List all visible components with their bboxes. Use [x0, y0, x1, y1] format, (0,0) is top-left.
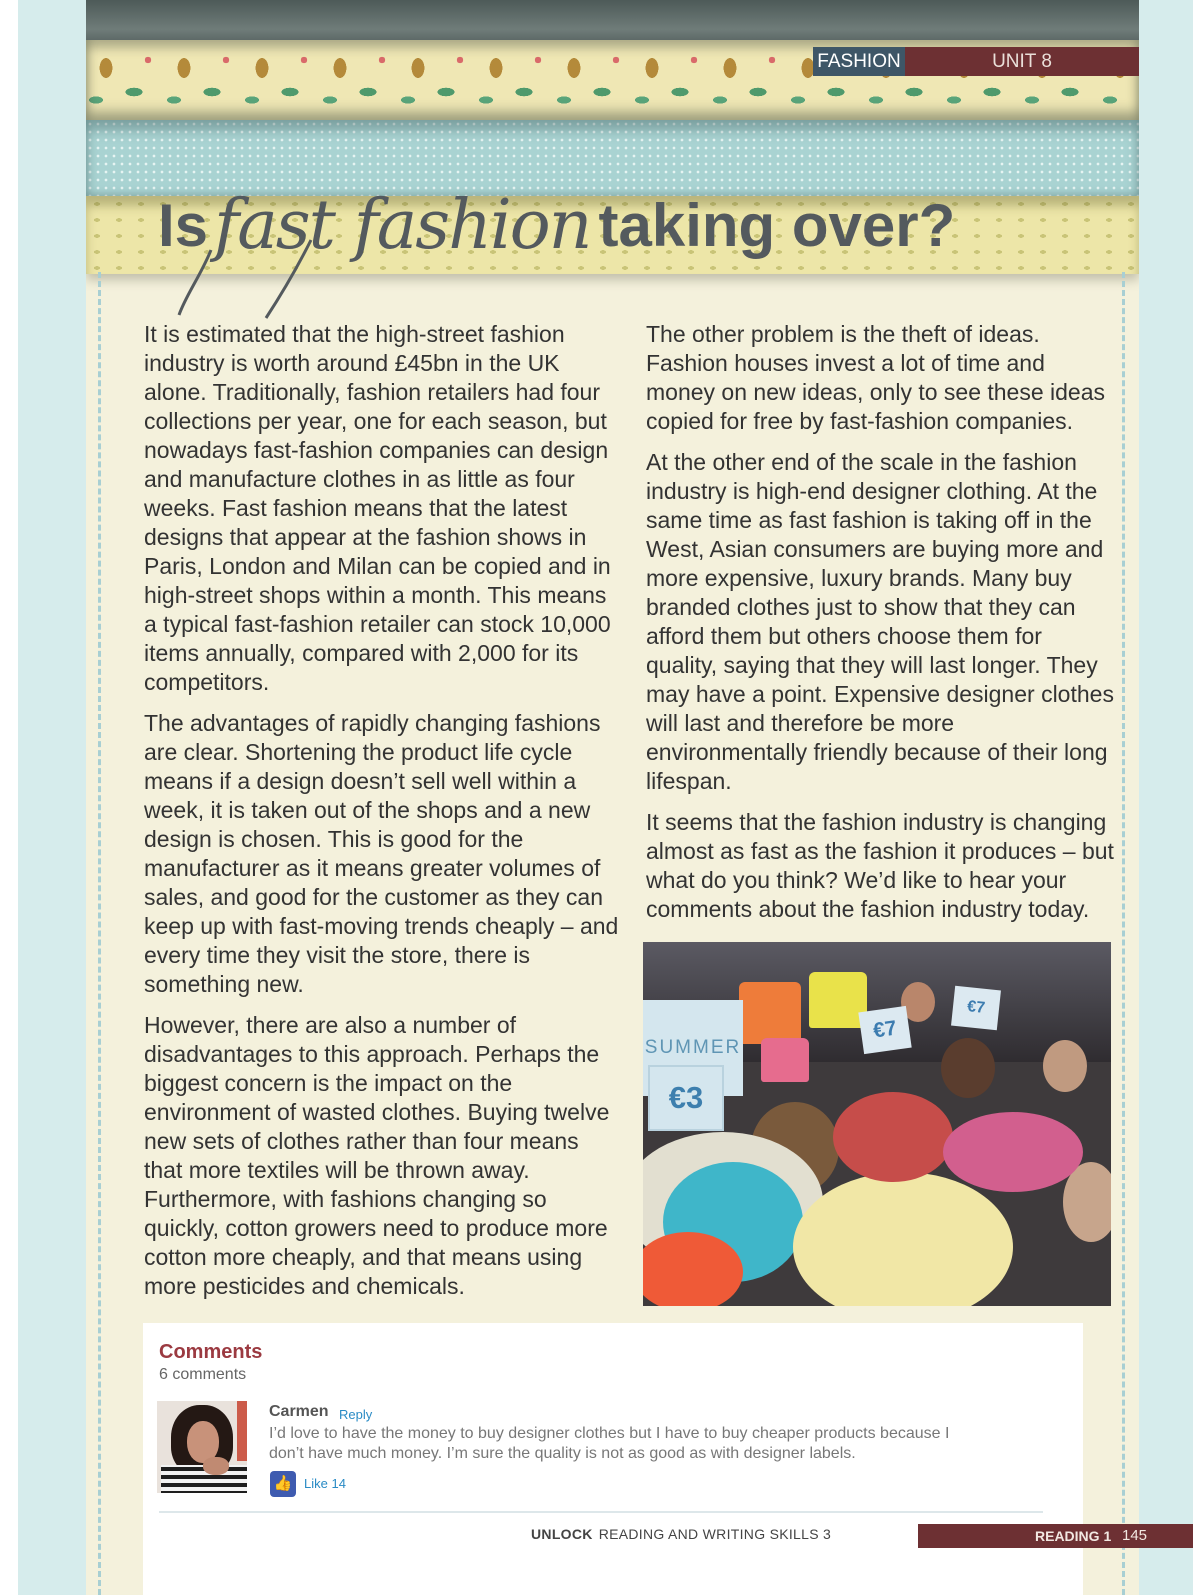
footer-book-title — [531, 1526, 831, 1542]
thumbs-up-icon[interactable]: 👍 — [270, 1471, 296, 1497]
photo-shirt — [761, 1038, 809, 1082]
avatar-background — [237, 1401, 247, 1461]
footer-brand: UNLOCK — [531, 1526, 593, 1542]
section-tab: FASHION — [813, 47, 905, 76]
photo-shopper — [1043, 1040, 1087, 1092]
comments-count: 6 comments — [159, 1366, 247, 1383]
header-fabric-dark — [86, 0, 1139, 42]
title-script: fast fashion — [214, 186, 591, 265]
like-link[interactable]: Like 14 — [304, 1476, 346, 1491]
shopping-photo — [643, 942, 1111, 1306]
article-paragraph: At the other end of the scale in the fashion industry is high-end designer clothing. At the same time as fast fashion is taking off in the West, Asian consumers are buying more and more expensive, luxury brands. Many buy branded clothes just to show that they can afford them but others choose them for quality, saying that they will last longer. They may have a point. Expensive designer clothes will last and therefore be more environmentally friendly because of their long lifespan. — [646, 449, 1114, 794]
footer-section: READING 1 — [1035, 1528, 1112, 1544]
footer-book: READING AND WRITING SKILLS 3 — [598, 1526, 832, 1542]
photo-sign-summer: SUMMER — [643, 1000, 743, 1096]
title-part-2: taking over? — [598, 192, 956, 259]
photo-clothes-pile — [943, 1112, 1083, 1192]
avatar — [157, 1401, 247, 1493]
photo-shopper — [941, 1038, 995, 1098]
comment-text: I’d love to have the money to buy designer clothes but I have to buy cheaper products because I don’t have much money. I’m sure the quality is not as good as with designer labels. — [269, 1425, 950, 1462]
photo-sign-price-b: €7 — [951, 986, 1001, 1031]
photo-clothes-pile — [833, 1092, 953, 1182]
article-paragraph: The other problem is the theft of ideas. Fashion houses invest a lot of time and money on new ideas, only to see these ideas copied for free by fast-fashion companies. — [646, 321, 1106, 434]
title-swash-decoration — [171, 230, 321, 320]
dashed-border-left — [98, 272, 101, 1595]
page-number: 145 — [1122, 1527, 1148, 1544]
article-column-left — [144, 320, 622, 1313]
photo-clothes-pile — [793, 1172, 1013, 1306]
article-paragraph: However, there are also a number of disadvantages to this approach. Perhaps the biggest concern is the impact on the environment of wasted clothes. Buying twelve new sets of clothes rather than four means that more textiles will be thrown away. Furthermore, with fashions changing so quickly, cotton growers need to produce more cotton more cheaply, and that means using more pesticides and chemicals. — [144, 1012, 610, 1299]
photo-sign-price-large: €3 — [648, 1065, 724, 1131]
article-paragraph: It is estimated that the high-street fashion industry is worth around £45bn in the UK alone. Traditionally, fashion retailers had four collections per year, one for each season, but nowadays fast-fashion companies can design and manufacture clothes in as little as four weeks. Fast fashion means that the latest designs that appear at the fashion shows in Paris, London and Milan can be copied and in high-street shops within a month. This means a typical fast-fashion retailer can stock 10,000 items annually, compared with 2,000 for its competitors. — [144, 321, 611, 695]
photo-shirt — [809, 972, 867, 1028]
comment-author: Carmen — [269, 1403, 329, 1420]
reply-link[interactable]: Reply — [339, 1407, 373, 1422]
page-margin-strip — [0, 0, 18, 1595]
textbook-page — [86, 0, 1139, 1595]
photo-shirt — [739, 982, 801, 1044]
title-part-1: Is — [158, 192, 209, 259]
avatar-hand — [203, 1457, 229, 1475]
comment-divider — [159, 1511, 1043, 1513]
dashed-border-right — [1122, 272, 1125, 1595]
comments-box — [143, 1323, 1083, 1595]
article-paragraph: It seems that the fashion industry is changing almost as fast as the fashion it produces – but what do you think? We’d like to hear your comments about the fashion industry today. — [646, 809, 1114, 922]
unit-tab: UNIT 8 — [905, 47, 1139, 76]
article-paragraph: The advantages of rapidly changing fashions are clear. Shortening the product life cycle means if a design doesn’t sell well within a week, it is taken out of the shops and a new design is chosen. This is good for the manufacturer as it means greater volumes of sales, and good for the customer as they can keep up with fast-moving trends cheaply – and every time they visit the store, there is something new. — [144, 710, 619, 997]
article-column-right — [646, 320, 1116, 936]
photo-sign-price-a: €7 — [858, 1006, 911, 1054]
comments-heading: Comments — [159, 1341, 263, 1363]
